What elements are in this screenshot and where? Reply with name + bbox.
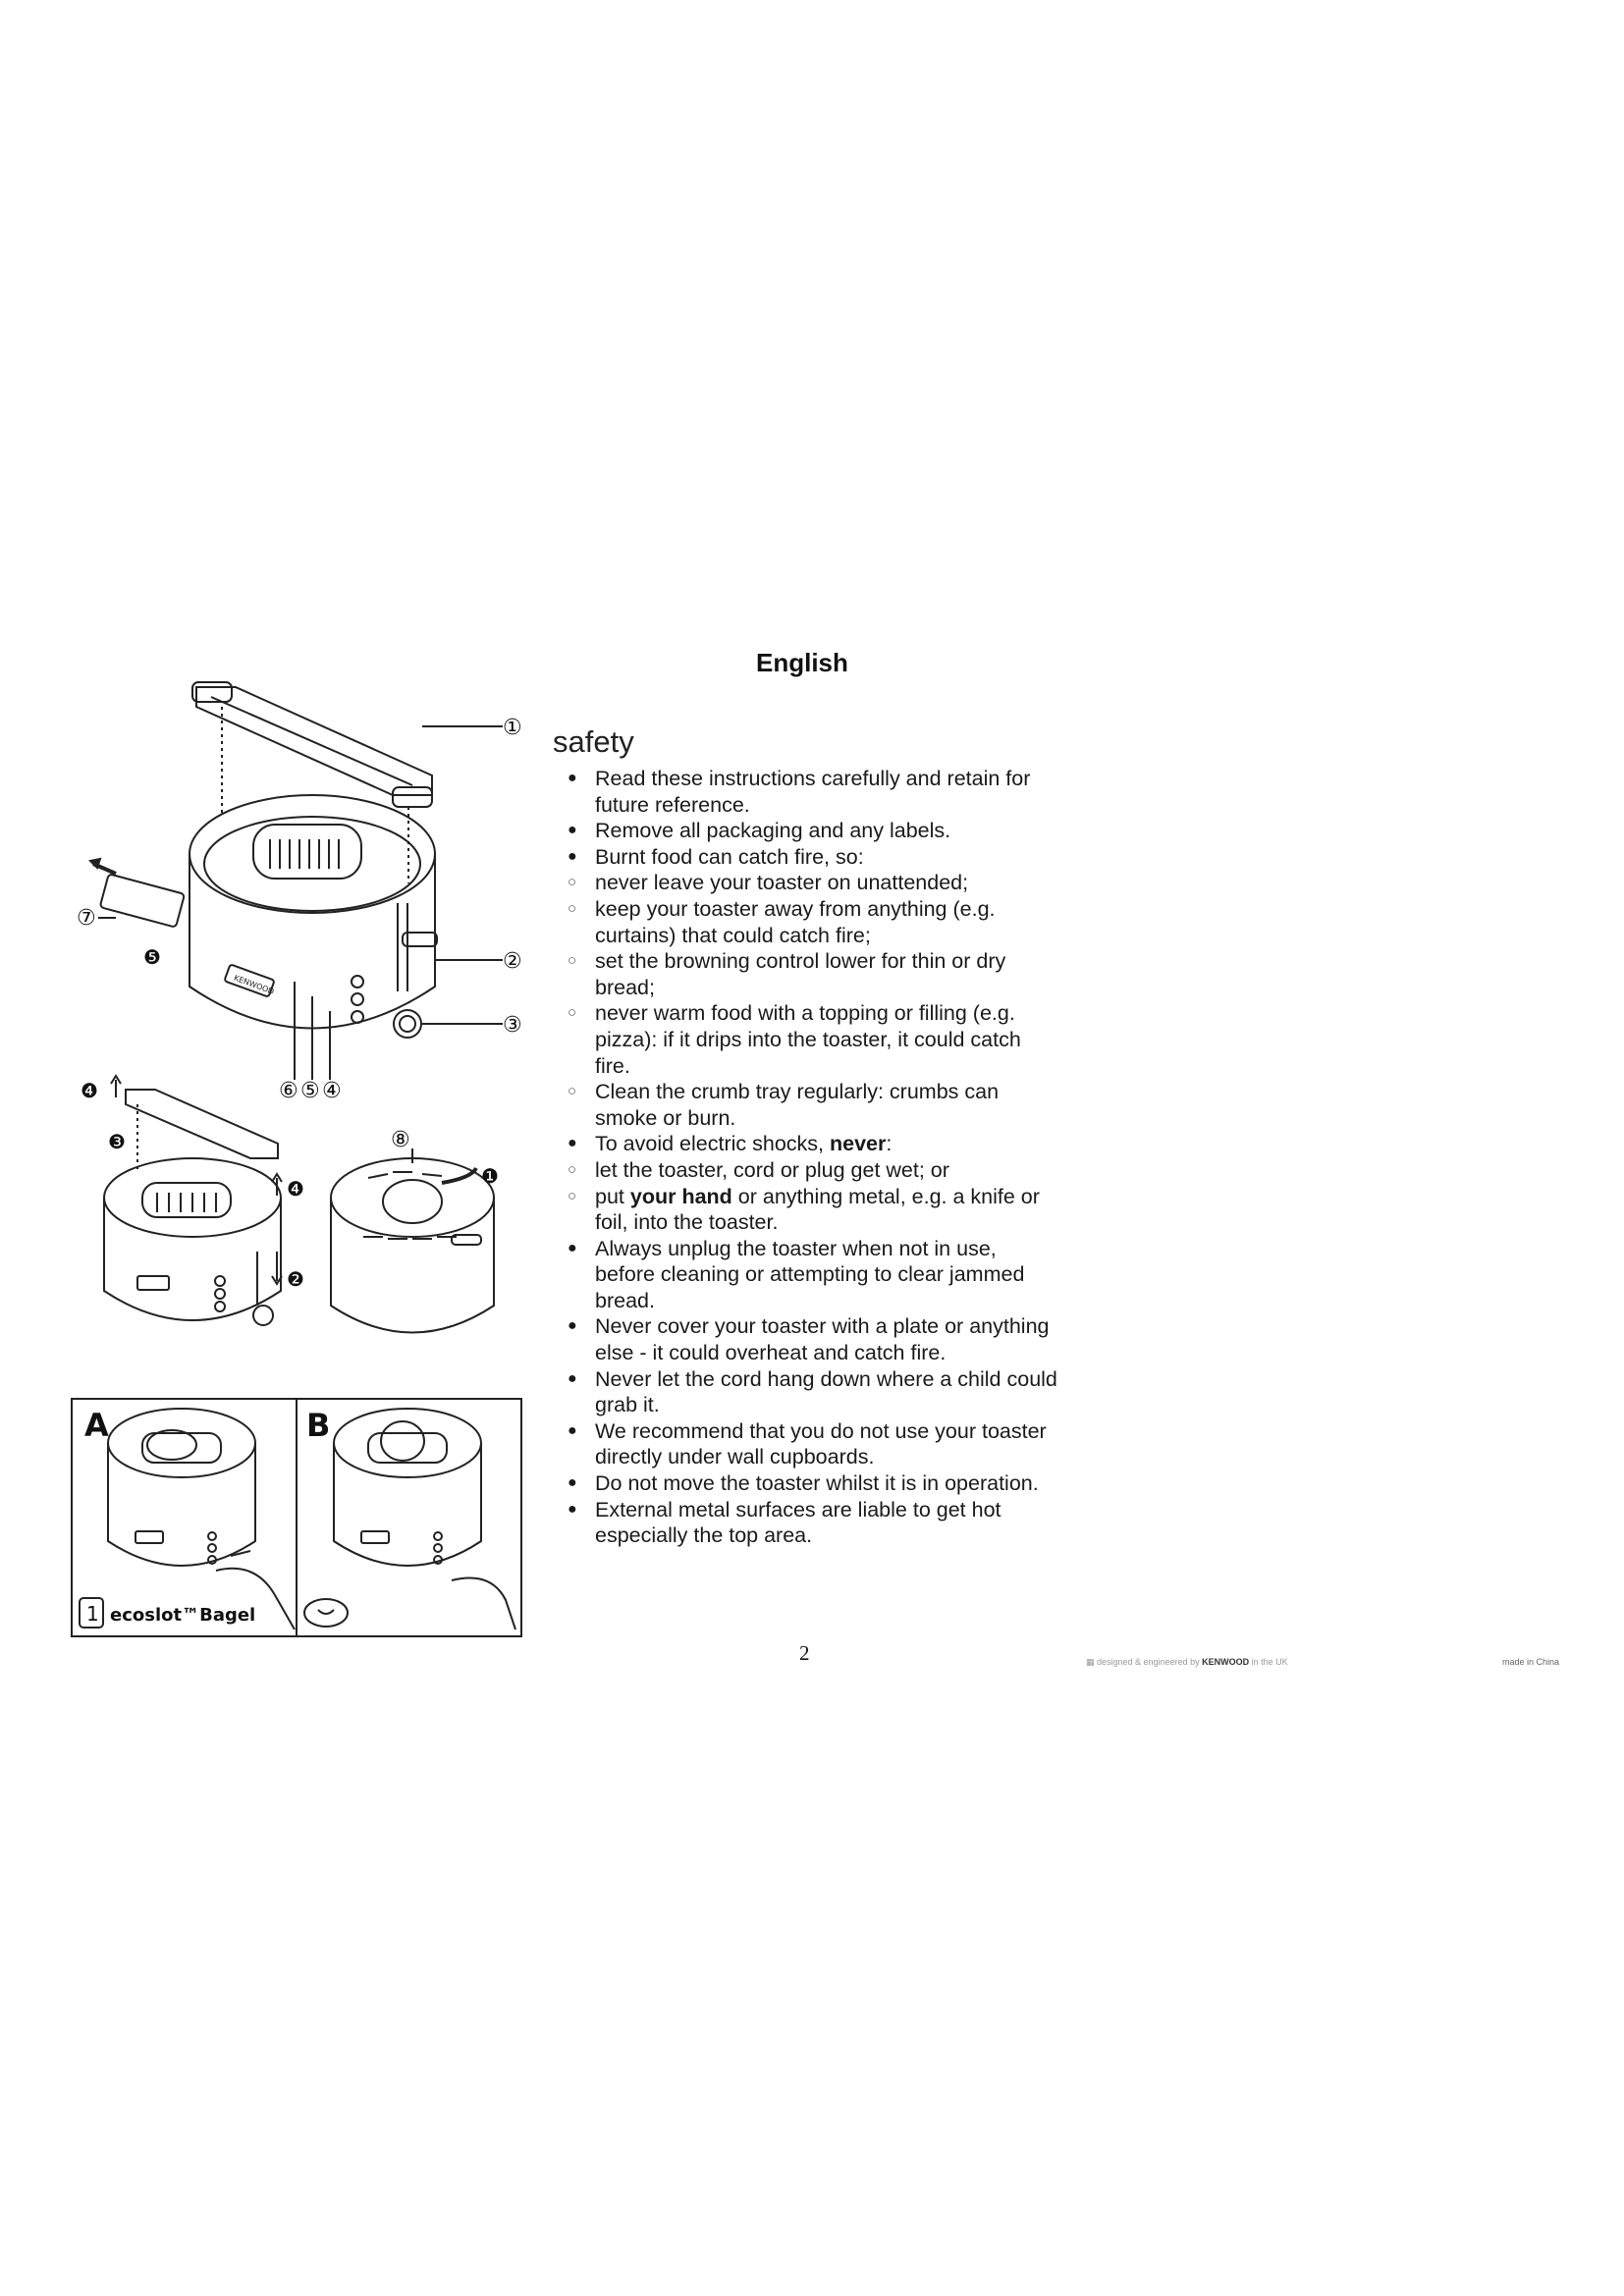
item-text: never leave your toaster on unattended; [595,871,969,895]
toaster-top-view-drawing [331,1148,494,1333]
bullet-marker: ● [568,847,577,865]
bread-icon-digit: 1 [86,1602,99,1626]
item-text: Burnt food can catch fire, so: [595,844,864,869]
bullet-marker: ● [568,770,577,786]
item-text: Remove all packaging and any labels. [595,819,951,843]
circle-marker: ○ [568,1004,577,1022]
panel-b-drawing [334,1409,515,1629]
item-text: Read these instructions carefully and retain for future reference. [595,767,1031,817]
step-5: ❺ [143,945,161,969]
circle-marker: ○ [568,1083,577,1100]
slot-cover-drawing [192,682,432,883]
footer-brand: KENWOOD [1202,1657,1250,1667]
panel-a-label: A [84,1407,109,1444]
item-text: We recommend that you do not use your toaster directly under wall cupboards. [595,1418,1047,1469]
callout-5: ⑤ [300,1079,320,1103]
callout-7: ⑦ [77,906,96,931]
circle-marker: ○ [568,1160,577,1178]
circle-marker: ○ [568,1187,577,1204]
toaster-main-drawing [90,795,437,1038]
item-text: External metal surfaces are liable to get hot especially the top area. [595,1497,1001,1548]
bullet-marker: ● [568,1421,577,1439]
bullet-marker: ● [568,1239,577,1256]
item-text: Always unplug the toaster when not in use, before cleaning or attempting to clear jammed bread. [595,1236,1025,1312]
step-4-left: ❹ [81,1079,98,1102]
footer-made-in: made in China [1502,1657,1560,1667]
section-title: safety [553,724,634,759]
toaster-cover-drawing [104,1076,282,1325]
step-1: ❶ [481,1164,499,1188]
circle-marker: ○ [568,952,577,970]
callout-1: ① [503,716,522,740]
ecoslot-caption: ecoslot™Bagel [110,1605,256,1626]
emphasis-text: your hand [629,1184,732,1208]
item-text: put [595,1184,630,1208]
brand-plate: KENWOOD [232,973,276,996]
item-text: keep your toaster away from anything (e.g. curtains) that could catch fire; [595,896,996,947]
item-text: Clean the crumb tray regularly: crumbs can smoke or burn. [595,1080,1000,1130]
step-2: ❷ [287,1267,304,1291]
item-text: To avoid electric shocks, [595,1132,830,1156]
item-text: Never let the cord hang down where a child could grab it. [595,1366,1057,1417]
language-heading: English [756,648,848,677]
item-text: or anything metal, e.g. a knife or foil, into the toaster. [595,1184,1040,1235]
step-4-right: ❹ [287,1177,304,1201]
item-text: set the browning control lower for thin or dry bread; [595,949,1006,999]
page-number: 2 [799,1641,810,1665]
callout-8: ⑧ [391,1128,410,1152]
circle-marker: ○ [568,874,577,891]
item-text: never warm food with a topping or filling (e.g. pizza): if it drips into the toaster, it could catch fire. [595,1001,1021,1078]
bullet-marker: ● [568,1500,577,1518]
panel-b-label: B [306,1407,331,1444]
emphasis-text: never [830,1132,887,1156]
item-text: : [886,1132,893,1156]
panel-a-drawing [108,1409,295,1629]
footer-flag-icon: ▦ [1086,1657,1098,1667]
bullet-marker: ● [568,1317,577,1335]
bullet-marker: ● [568,1369,577,1387]
item-text: let the toaster, cord or plug get wet; or [595,1157,949,1182]
footer-designed: ▦ designed & engineered by KENWOOD in the UK [1086,1657,1288,1667]
callout-2: ② [503,949,522,974]
callout-4: ④ [322,1079,342,1103]
item-text: Do not move the toaster whilst it is in operation. [595,1471,1039,1496]
callout-3: ③ [503,1013,522,1038]
bullet-marker: ● [568,1474,577,1492]
callout-6: ⑥ [279,1079,298,1103]
step-3: ❸ [108,1130,126,1153]
circle-marker: ○ [568,899,577,917]
bullet-marker: ● [568,822,577,839]
item-text: Never cover your toaster with a plate or anything else - it could overheat and catch fire. [595,1314,1050,1365]
bullet-marker: ● [568,1135,577,1152]
